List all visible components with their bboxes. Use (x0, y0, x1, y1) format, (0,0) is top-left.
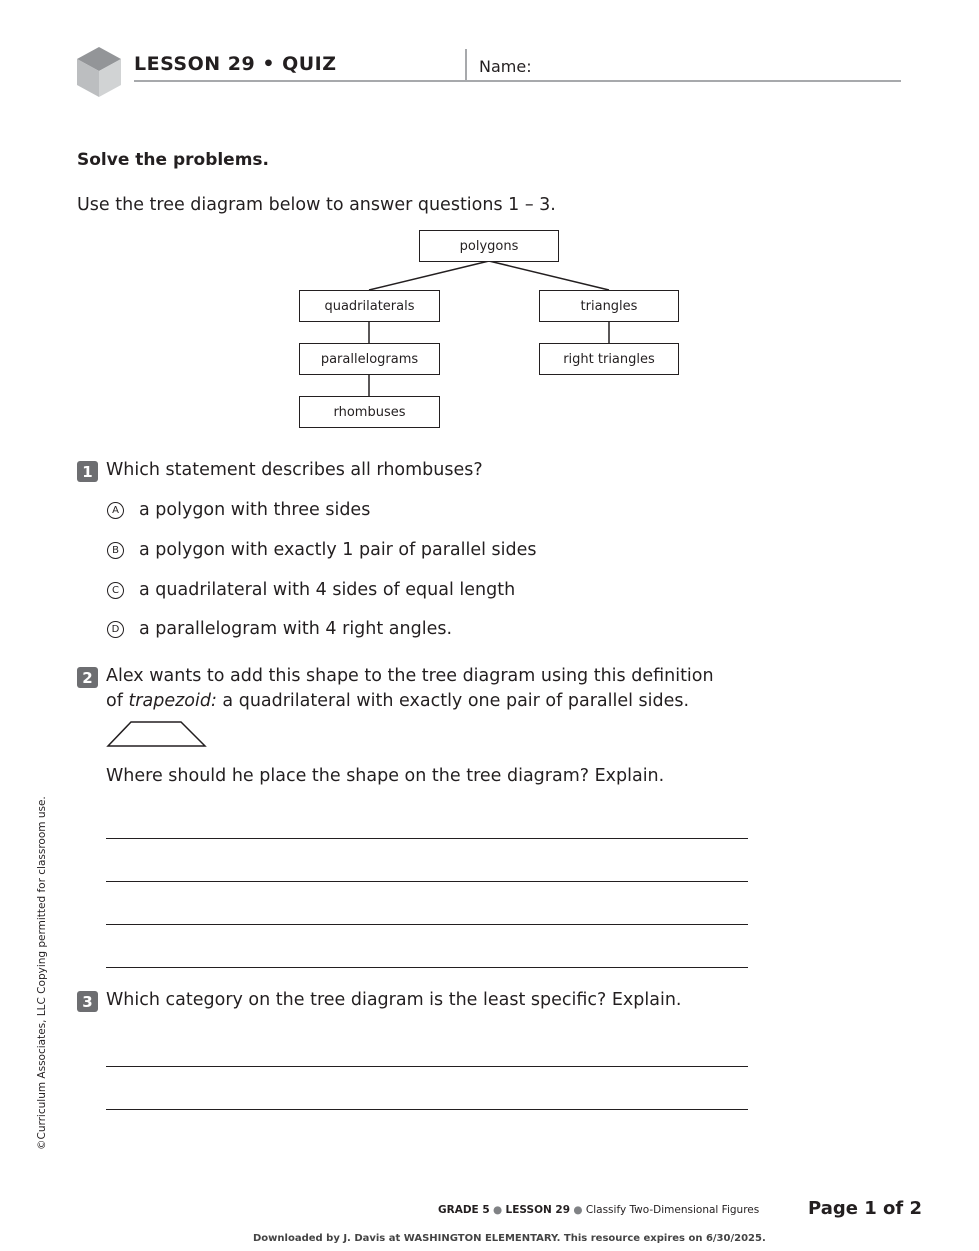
answer-line[interactable] (106, 881, 748, 882)
footer-info: GRADE 5 ● LESSON 29 ● Classify Two-Dimensional Figures (438, 1204, 760, 1216)
option-a[interactable]: A a polygon with three sides (107, 500, 370, 520)
name-label: Name: (479, 57, 532, 76)
tree-node-rhombuses: rhombuses (299, 396, 440, 428)
option-b[interactable]: B a polygon with exactly 1 pair of parallel sides (107, 540, 537, 560)
trapezoid-shape-icon (106, 720, 208, 748)
question-2-prompt: Where should he place the shape on the tree diagram? Explain. (106, 766, 665, 786)
tree-connectors (0, 0, 979, 450)
page-number: Page 1 of 2 (808, 1198, 922, 1219)
answer-line[interactable] (106, 838, 748, 839)
question-3-number: 3 (77, 991, 98, 1012)
answer-line[interactable] (106, 967, 748, 968)
tree-node-right-triangles: right triangles (539, 343, 679, 375)
tree-node-quadrilaterals: quadrilaterals (299, 290, 440, 322)
question-1-text: Which statement describes all rhombuses? (106, 460, 483, 480)
question-2-line2: of trapezoid: a quadrilateral with exactly one pair of parallel sides. (106, 691, 690, 711)
option-c[interactable]: C a quadrilateral with 4 sides of equal length (107, 580, 515, 600)
copyright-sidebar: ©Curriculum Associates, LLC Copying permitted for classroom use. (36, 796, 48, 1150)
option-d[interactable]: D a parallelogram with 4 right angles. (107, 619, 452, 639)
intro-text: Use the tree diagram below to answer questions 1 – 3. (77, 195, 556, 215)
page-title: LESSON 29 • QUIZ (134, 53, 337, 75)
tree-node-triangles: triangles (539, 290, 679, 322)
answer-line[interactable] (106, 1066, 748, 1067)
question-1-number: 1 (77, 461, 98, 482)
question-2-line1: Alex wants to add this shape to the tree diagram using this definition (106, 666, 714, 686)
tree-node-parallelograms: parallelograms (299, 343, 440, 375)
download-notice: Downloaded by J. Davis at WASHINGTON ELEMENTARY. This resource expires on 6/30/2025. (253, 1233, 766, 1244)
question-3-text: Which category on the tree diagram is the least specific? Explain. (106, 990, 682, 1010)
instructions: Solve the problems. (77, 150, 270, 170)
tree-node-polygons: polygons (419, 230, 559, 262)
answer-line[interactable] (106, 924, 748, 925)
question-2-number: 2 (77, 667, 98, 688)
answer-line[interactable] (106, 1109, 748, 1110)
